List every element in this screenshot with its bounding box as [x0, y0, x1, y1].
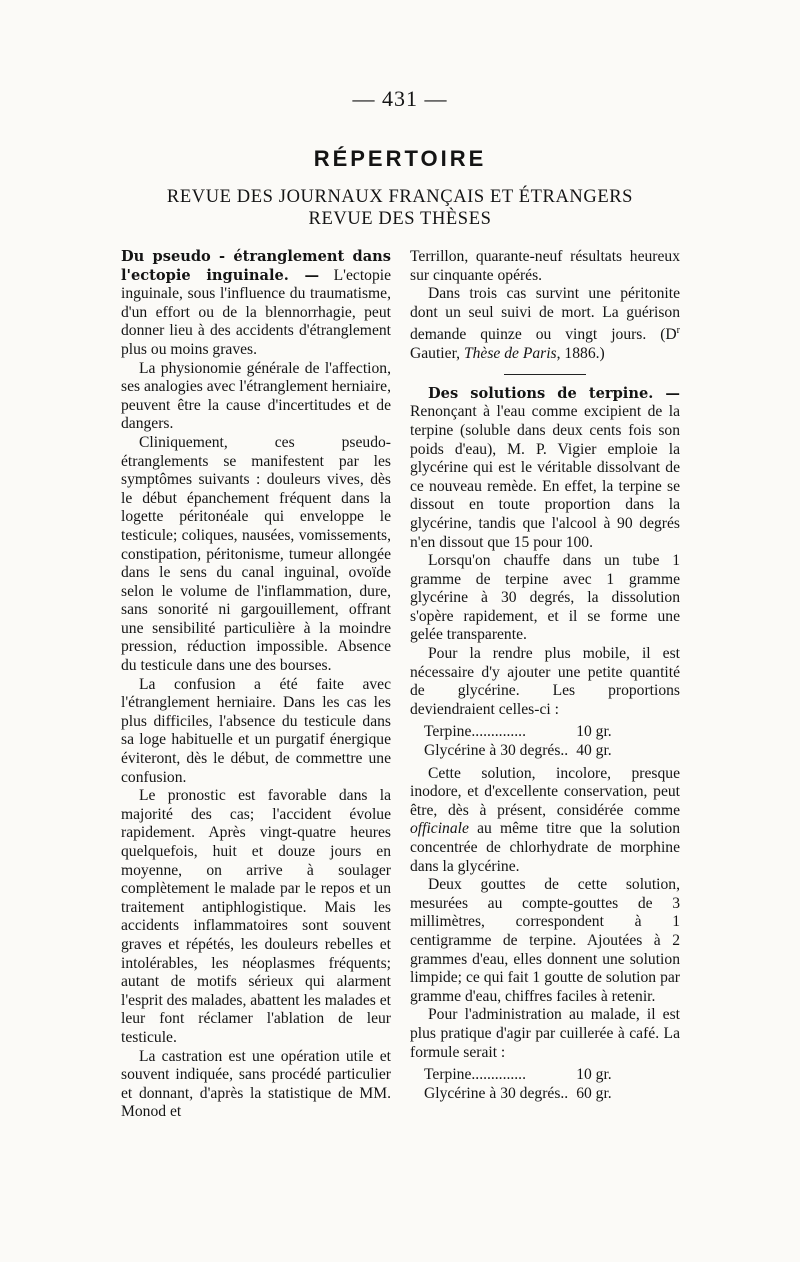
article-2-first-paragraph	[410, 385, 680, 552]
formula-1-row	[424, 723, 612, 742]
formula-1-ingredient: Glycérine à 30 degrés..	[424, 742, 569, 760]
article-1-p8-end: , 1886.)	[556, 345, 605, 363]
left-column	[121, 248, 391, 1122]
article-2-p5: Deux gouttes de cette solution, mesurées au compte-gouttes de 3 millimètres, correspondent à 1 centigramme de terpine. Ajoutées à 2 grammes d'eau, elles donnent une solution limpide; ce qui fait 1 goutte de solution par gramme d'eau, chiffres faciles à retenir.	[410, 876, 680, 1005]
formula-2-row	[424, 1066, 612, 1085]
formula-1-row	[424, 742, 612, 761]
formula-2-quantity: 10 gr.	[576, 1066, 612, 1084]
article-1-p5: Le pronostic est favorable dans la majorité des cas; l'accident évolue rapidement. Après vingt-quatre heures quelquefois, huit et douze jours en moyenne, on arrive à soulager complètement le malade par le repos et un traitement antiphlogistique. Mais les accidents inflammatoires sont souvent graves et répétés, les douleurs rebelles et intolérables, les néoplasmes fréquents; autant de motifs sérieux qui alarment l'esprit des malades, abattent les malades et leur font réclamer l'ablation de leur testicule.	[121, 787, 391, 1046]
article-2-p3: Pour la rendre plus mobile, il est nécessaire d'y ajouter une petite quantité de glycérine. Les proportions deviendraient celles-ci :	[410, 645, 680, 718]
formula-2	[424, 1066, 612, 1103]
article-1-p8-sup: r	[676, 325, 680, 337]
section-title: RÉPERTOIRE	[313, 146, 487, 171]
formula-1-quantity: 10 gr.	[576, 723, 612, 741]
article-2-p1: Renonçant à l'eau comme excipient de la terpine (soluble dans deux cents fois son poids d'eau), M. P. Vigier emploie la glycérine qui est le véritable dissolvant de ce nouveau remède. En effet, la terpine se dissout en toute proportion dans la glycérine, tandis que l'alcool à 90 degrés n'en dissout que 15 pour 100.	[410, 403, 680, 551]
article-2-p4-b: au même titre que la solution concentrée de chlorhydrate de morphine dans la glycérine.	[410, 820, 680, 875]
article-1-p8-text: Dans trois cas survint une péritonite dont un seul suivi de mort. La guérison demande quinze ou vingt jours. (D	[410, 285, 680, 344]
page-number: — 431 —	[352, 86, 448, 111]
article-1-first-paragraph	[121, 248, 391, 360]
article-1-p1: L'ectopie inguinale, sous l'influence du traumatisme, d'un effort ou de la blennorrhagie, peut donner lieu à des accidents d'étranglement plus ou moins graves.	[121, 266, 391, 358]
article-2-p4-a: Cette solution, incolore, presque inodore, et d'excellente conservation, peut être, dès à présent, considérée comme	[410, 764, 680, 819]
subtitle-journals: REVUE DES JOURNAUX FRANÇAIS ET ÉTRANGERS	[166, 187, 634, 207]
right-column	[410, 248, 680, 1107]
formula-2-ingredient: Glycérine à 30 degrés..	[424, 1084, 569, 1102]
formula-1-ingredient: Terpine..............	[424, 723, 526, 741]
article-1-p2: La physionomie générale de l'affection, ses analogies avec l'étranglement herniaire, peuvent être la cause d'incertitudes et de dangers.	[121, 359, 391, 433]
article-2-p4	[410, 765, 680, 877]
article-1-source: Thèse de Paris	[463, 345, 557, 363]
formula-2-ingredient: Terpine..............	[424, 1066, 526, 1084]
article-2-heading: Des solutions de terpine. —	[428, 384, 680, 402]
article-separator	[504, 374, 586, 375]
article-1-p8	[410, 285, 680, 364]
formula-1-quantity: 40 gr.	[576, 742, 612, 760]
subtitle-theses: REVUE DES THÈSES	[308, 209, 492, 229]
article-1-p6: La castration est une opération utile et souvent indiquée, sans procédé particulier et donnant, d'après la statistique de MM. Monod et	[121, 1047, 391, 1121]
article-1-heading: Du pseudo - étranglement dans l'ectopie inguinale. —	[121, 248, 391, 284]
article-2-p6: Pour l'administration au malade, il est plus pratique d'agir par cuillerée à café. La formule serait :	[410, 1006, 680, 1061]
formula-1	[424, 723, 612, 760]
formula-2-row	[424, 1085, 612, 1104]
article-1-p8-author: Gautier,	[410, 345, 464, 363]
article-1-p4: La confusion a été faite avec l'étranglement herniaire. Dans les cas les plus difficiles, l'absence du testicule dans sa loge habituelle et un purgatif énergique éviteront, dès le début, de commettre une confusion.	[121, 675, 391, 786]
article-1-p7: Terrillon, quarante-neuf résultats heureux sur cinquante opérés.	[410, 248, 680, 284]
article-1-p3: Cliniquement, ces pseudo-étranglements se manifestent par les symptômes suivants : douleurs vives, dès le début épanchement fréquent dans la logette péritonéale qui enveloppe le testicule; coliques, nausées, vomissements, constipation, péritonisme, tumeur allongée dans le sens du canal inguinal, ovoïde selon le volume de l'inflammation, dure, sans sonorité ni gargouillement, offrant une sensibilité particulière à la moindre pression, réduction impossible. Absence du testicule dans une des bourses.	[121, 433, 391, 675]
article-2-p2: Lorsqu'on chauffe dans un tube 1 gramme de terpine avec 1 gramme glycérine à 30 degrés, la dissolution s'opère rapidement, et il se forme une gelée transparente.	[410, 552, 680, 644]
article-2-p4-em: officinale	[410, 820, 469, 838]
formula-2-quantity: 60 gr.	[576, 1084, 612, 1102]
